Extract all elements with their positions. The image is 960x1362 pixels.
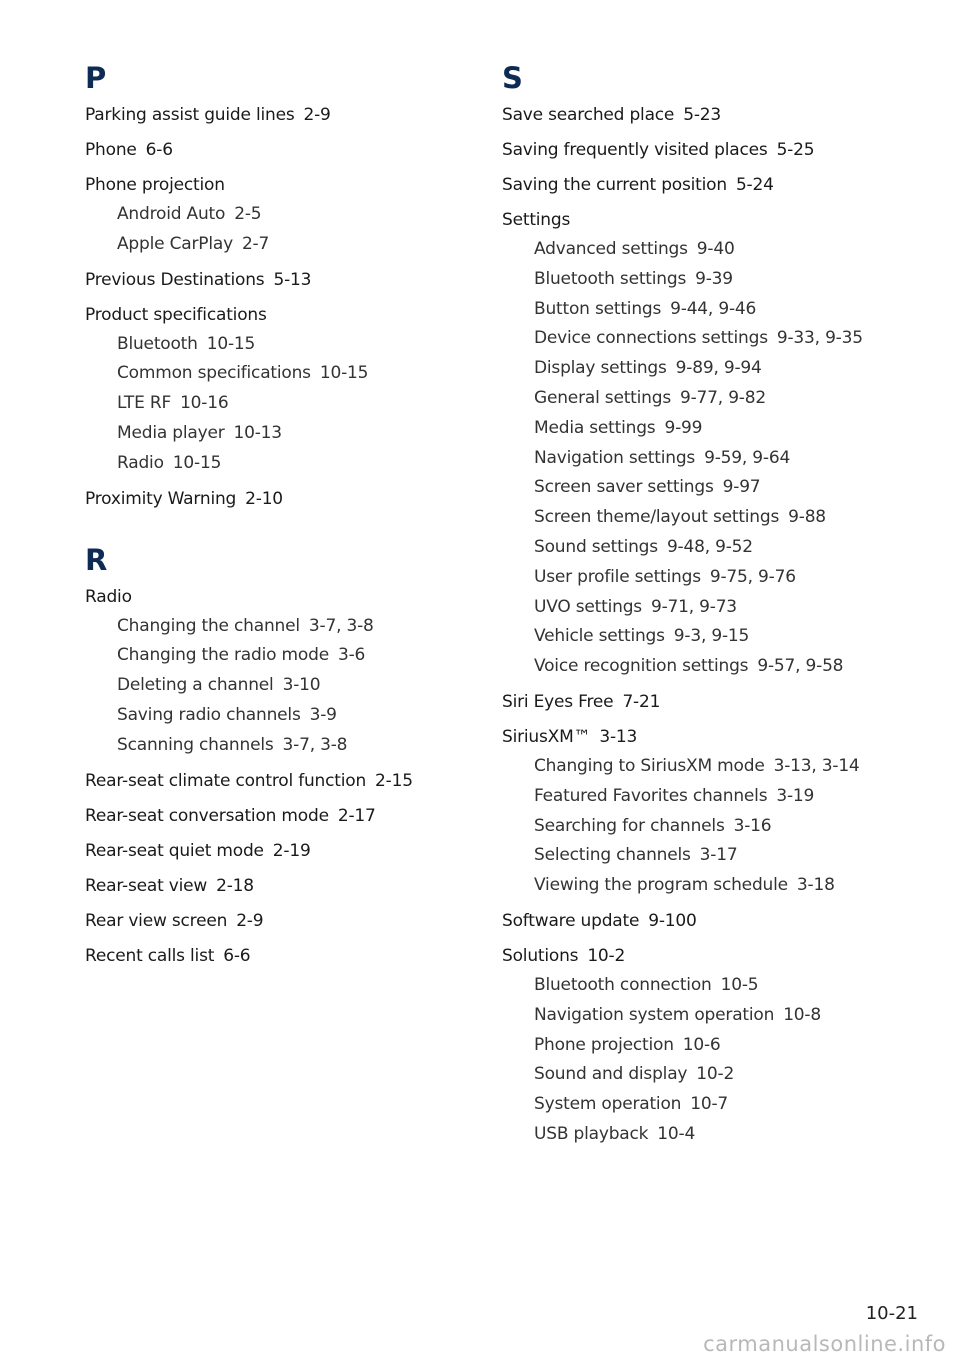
index-subentry — [85, 389, 465, 419]
index-subentry-label: UVO settings — [534, 596, 642, 617]
index-subentry-label: Screen theme/layout settings — [534, 507, 780, 528]
index-subentry — [502, 384, 942, 414]
index-entry — [85, 871, 465, 901]
index-entry-label: Rear-seat conversation mode — [85, 805, 329, 826]
index-subentry-pages: 10-4 — [657, 1123, 696, 1144]
index-entry-line — [502, 205, 942, 235]
index-subentry-pages: 10-15 — [319, 363, 369, 384]
index-entry-label: Rear-seat quiet mode — [85, 840, 264, 861]
index-entry-label: Radio — [85, 586, 132, 607]
index-subentry — [502, 971, 942, 1001]
index-entry-label: Parking assist guide lines — [85, 105, 295, 125]
index-subentry-pages: 10-16 — [180, 393, 229, 414]
index-entry-label: Solutions — [502, 945, 579, 966]
index-subentry-pages: 10-15 — [206, 333, 256, 354]
index-entry-label: Save searched place — [502, 105, 675, 125]
index-subentry-label: Advanced settings — [534, 239, 688, 259]
index-entry-pages: 2-17 — [337, 805, 376, 826]
index-subentry — [502, 235, 942, 265]
index-entry-line — [85, 766, 465, 796]
index-entry-line — [502, 170, 942, 200]
index-subentry-label: Changing to SiriusXM mode — [534, 755, 765, 776]
index-subentry — [85, 641, 465, 671]
index-entry-label: Phone — [85, 140, 137, 160]
index-subentry — [85, 230, 465, 260]
watermark-text: carmanualsonline.info — [703, 1332, 946, 1356]
index-subentry-pages: 9-3, 9-15 — [673, 626, 750, 647]
index-subentry-pages: 9-89, 9-94 — [675, 358, 762, 379]
index-subentry-label: Phone projection — [534, 1034, 674, 1055]
index-subentry-pages: 9-97 — [722, 477, 761, 498]
index-subentry-pages: 2-7 — [241, 233, 270, 254]
index-entry-label: Saving frequently visited places — [502, 140, 768, 160]
index-subentry — [502, 1120, 942, 1150]
index-entry — [85, 766, 465, 796]
section-letter: S — [502, 61, 523, 95]
index-entry-pages: 2-9 — [303, 105, 331, 125]
index-subentry-label: System operation — [534, 1094, 682, 1115]
index-entry-pages: 5-24 — [735, 175, 774, 195]
index-entry — [502, 906, 942, 936]
index-entry-pages: 2-18 — [216, 875, 254, 896]
index-section — [85, 540, 465, 971]
index-subentry-pages: 9-39 — [695, 268, 733, 289]
index-entry-pages: 10-2 — [587, 945, 626, 966]
index-entry — [85, 484, 465, 514]
index-entry-line — [85, 265, 465, 295]
index-entry-pages: 2-15 — [375, 770, 413, 791]
index-entry-pages: 5-23 — [683, 105, 721, 125]
index-subentry-pages: 3-6 — [337, 645, 366, 666]
index-subentry — [85, 612, 465, 642]
index-entry-pages: 7-21 — [622, 691, 661, 712]
index-subentry — [85, 731, 465, 761]
index-subentry-label: Bluetooth — [117, 333, 198, 354]
index-subentry — [85, 449, 465, 479]
index-subentry-pages: 9-71, 9-73 — [650, 596, 737, 617]
index-entry-label: Rear-seat view — [85, 875, 208, 896]
index-entry-line — [85, 941, 465, 971]
index-subentry-label: Sound settings — [534, 536, 658, 557]
index-entry-pages: 6-6 — [223, 945, 251, 966]
index-entry — [85, 135, 465, 165]
index-entry-line — [502, 906, 942, 936]
index-entry — [502, 205, 942, 682]
index-subentry-label: Navigation system operation — [534, 1004, 775, 1025]
index-column-right — [502, 58, 942, 1155]
section-letter: P — [85, 61, 107, 95]
index-section — [502, 58, 942, 1150]
index-subentry-label: Bluetooth settings — [534, 268, 687, 289]
index-subentry-label: Navigation settings — [534, 447, 696, 468]
index-subentry-label: Viewing the program schedule — [534, 875, 788, 896]
index-entry — [502, 100, 942, 130]
index-entry-pages: 2-9 — [236, 910, 264, 931]
index-section — [85, 58, 465, 514]
index-subentry-pages: 9-75, 9-76 — [709, 566, 796, 587]
index-entry-label: Rear-seat climate control function — [85, 770, 367, 791]
index-subentry — [502, 473, 942, 503]
index-entry-label: Proximity Warning — [85, 488, 237, 509]
index-subentry-pages: 10-6 — [682, 1034, 721, 1055]
index-subentry-label: Radio — [117, 452, 164, 473]
index-subentry — [502, 622, 942, 652]
index-subentry-label: Searching for channels — [534, 815, 725, 836]
index-entry — [85, 265, 465, 295]
index-subentry-pages: 10-2 — [696, 1064, 735, 1085]
index-subentry-label: Changing the channel — [117, 615, 300, 636]
index-entry — [85, 801, 465, 831]
index-subentry-pages: 9-99 — [664, 417, 703, 438]
index-entry-pages: 9-100 — [648, 910, 697, 931]
index-subentry — [502, 444, 942, 474]
index-subentry — [502, 414, 942, 444]
index-entry-label: Software update — [502, 910, 640, 931]
index-entry — [502, 170, 942, 200]
index-entry-pages: 2-19 — [272, 840, 311, 861]
index-subentry-label: Voice recognition settings — [534, 656, 749, 677]
page-number: 10-21 — [865, 1303, 918, 1324]
index-subentry-pages: 9-77, 9-82 — [680, 387, 766, 408]
index-column-left — [85, 58, 465, 976]
index-entry — [502, 941, 942, 1150]
index-subentry-pages: 9-33, 9-35 — [776, 328, 863, 349]
index-subentry — [502, 871, 942, 901]
index-subentry-label: Selecting channels — [534, 845, 691, 866]
index-subentry-pages: 10-5 — [720, 974, 759, 995]
index-subentry-pages: 3-16 — [733, 815, 772, 836]
index-subentry — [85, 200, 465, 230]
index-entry-line — [502, 722, 942, 752]
index-subentry — [502, 593, 942, 623]
index-subentry — [85, 419, 465, 449]
index-entry-line — [85, 871, 465, 901]
index-entry-line — [85, 300, 465, 330]
index-entry-line — [85, 582, 465, 612]
index-subentry-pages: 3-17 — [699, 845, 738, 866]
index-subentry-label: Featured Favorites channels — [534, 785, 768, 806]
index-subentry-pages: 2-5 — [234, 204, 262, 224]
index-subentry-label: Android Auto — [117, 204, 226, 224]
index-subentry-label: General settings — [534, 387, 671, 408]
index-subentry-label: Apple CarPlay — [117, 233, 233, 254]
index-entry-label: Previous Destinations — [85, 269, 265, 290]
index-entry-pages: 2-10 — [245, 488, 283, 509]
index-entry-label: SiriusXM™ — [502, 726, 591, 747]
index-subentry-pages: 9-88 — [788, 507, 826, 528]
index-subentry-pages: 3-10 — [282, 675, 321, 696]
index-subentry-label: Bluetooth connection — [534, 974, 712, 995]
index-subentry-pages: 3-7, 3-8 — [282, 734, 348, 755]
index-subentry-label: Scanning channels — [117, 734, 274, 755]
index-subentry — [502, 812, 942, 842]
index-subentry-pages: 9-48, 9-52 — [666, 536, 753, 557]
index-subentry-label: LTE RF — [117, 393, 172, 414]
index-subentry-pages: 9-40 — [696, 239, 735, 259]
index-entry-pages: 5-13 — [273, 269, 312, 290]
index-entry-line — [85, 100, 465, 130]
index-entry — [85, 582, 465, 761]
index-subentry — [502, 1001, 942, 1031]
index-entry — [502, 687, 942, 717]
index-entry-label: Recent calls list — [85, 945, 215, 966]
index-entry-line — [85, 801, 465, 831]
index-subentry-pages: 10-15 — [172, 452, 222, 473]
index-subentry-label: Device connections settings — [534, 328, 768, 349]
index-subentry-label: Common specifications — [117, 363, 311, 384]
index-entry — [502, 135, 942, 165]
index-subentry-pages: 3-13, 3-14 — [773, 755, 860, 776]
index-entry-label: Rear view screen — [85, 910, 228, 931]
index-subentry-pages: 3-18 — [796, 875, 835, 896]
index-subentry — [502, 1090, 942, 1120]
index-subentry — [502, 782, 942, 812]
index-entry — [85, 100, 465, 130]
index-entry-line — [85, 170, 465, 200]
index-subentry-label: Display settings — [534, 358, 667, 379]
index-subentry-label: Sound and display — [534, 1064, 688, 1085]
index-subentry — [502, 1060, 942, 1090]
index-entry — [85, 941, 465, 971]
index-subentry-pages: 10-7 — [690, 1094, 729, 1115]
index-subentry — [502, 652, 942, 682]
index-entry-line — [502, 135, 942, 165]
section-letter: R — [85, 542, 108, 577]
index-subentry-label: Changing the radio mode — [117, 645, 329, 666]
index-entry-line — [85, 906, 465, 936]
index-entry-label: Saving the current position — [502, 175, 727, 195]
index-subentry-pages: 10-13 — [233, 422, 282, 443]
index-entry — [85, 170, 465, 260]
index-subentry — [502, 841, 942, 871]
index-subentry — [502, 1031, 942, 1061]
index-subentry — [502, 324, 942, 354]
index-subentry — [85, 701, 465, 731]
index-subentry — [502, 503, 942, 533]
index-subentry — [502, 295, 942, 325]
index-subentry — [502, 265, 942, 295]
index-entry-label: Phone projection — [85, 175, 225, 195]
index-entry-line — [502, 687, 942, 717]
index-subentry — [85, 671, 465, 701]
index-subentry — [85, 330, 465, 360]
index-subentry-label: Button settings — [534, 298, 662, 319]
index-subentry-pages: 9-44, 9-46 — [670, 298, 757, 319]
index-entry-line — [502, 100, 942, 130]
index-subentry — [85, 359, 465, 389]
index-subentry — [502, 533, 942, 563]
index-subentry-label: User profile settings — [534, 566, 701, 587]
index-subentry — [502, 563, 942, 593]
index-subentry-pages: 3-19 — [776, 785, 815, 806]
index-subentry — [502, 354, 942, 384]
index-subentry-label: Screen saver settings — [534, 477, 714, 498]
index-subentry-pages: 3-9 — [309, 704, 337, 725]
index-entry-line — [85, 135, 465, 165]
index-subentry-label: USB playback — [534, 1123, 649, 1144]
index-entry-pages: 3-13 — [599, 726, 638, 747]
index-entry-label: Product specifications — [85, 304, 267, 325]
index-entry-line — [85, 484, 465, 514]
index-subentry-label: Media player — [117, 422, 225, 443]
index-subentry-label: Media settings — [534, 417, 656, 438]
index-subentry-label: Vehicle settings — [534, 626, 665, 647]
index-subentry-pages: 10-8 — [783, 1004, 821, 1025]
index-subentry-pages: 9-59, 9-64 — [704, 447, 791, 468]
index-entry-pages: 5-25 — [776, 140, 815, 160]
index-entry-pages: 6-6 — [145, 140, 173, 160]
index-subentry-pages: 9-57, 9-58 — [757, 656, 844, 677]
index-subentry-label: Saving radio channels — [117, 704, 301, 725]
index-entry — [502, 722, 942, 901]
index-entry — [85, 906, 465, 936]
index-entry-line — [502, 941, 942, 971]
index-entry-line — [85, 836, 465, 866]
index-entry — [85, 300, 465, 479]
index-subentry-label: Deleting a channel — [117, 675, 274, 696]
index-entry-label: Settings — [502, 210, 571, 230]
index-subentry-pages: 3-7, 3-8 — [308, 615, 374, 636]
index-entry — [85, 836, 465, 866]
index-entry-label: Siri Eyes Free — [502, 691, 614, 712]
index-subentry — [502, 752, 942, 782]
